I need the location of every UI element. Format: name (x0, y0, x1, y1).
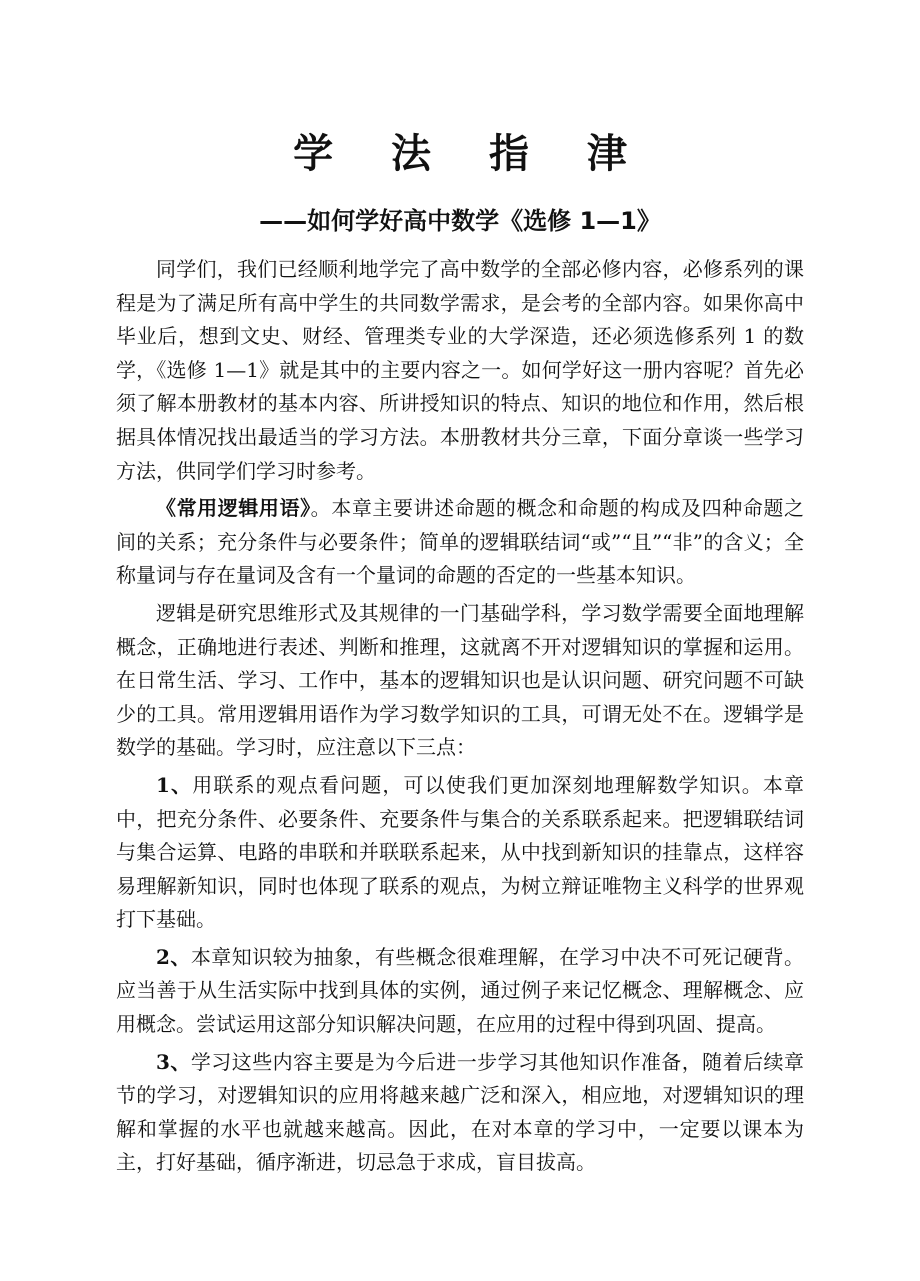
intro-paragraph (116, 253, 804, 488)
paragraph-text: 学习这些内容主要是为今后进一步学习其他知识作准备，随着后续章节的学习，对逻辑知识的应用将越来越广泛和深入，相应地，对逻辑知识的理解和掌握的水平也就越来越高。因此，在对本章的学习中，一定要以课本为主，打好基础，循序渐进，切忌急于求成，盲目拔高。 (116, 1049, 804, 1175)
point-number: 1、 (156, 772, 193, 797)
point-1-paragraph (116, 769, 804, 937)
point-number: 3、 (156, 1049, 191, 1074)
point-number: 2、 (156, 944, 191, 969)
document-body (116, 253, 804, 1180)
paragraph-text: 本章知识较为抽象，有些概念很难理解，在学习中决不可死记硬背。应当善于从生活实际中找到具体的实例，通过例子来记忆概念、理解概念、应用概念。尝试运用这部分知识解决问题，在应用的过程中得到巩固、提高。 (116, 944, 804, 1037)
page-subtitle: ——如何学好高中数学《选修 1—1》 (259, 207, 661, 235)
paragraph-text: 用联系的观点看问题，可以使我们更加深刻地理解数学知识。本章中，把充分条件、必要条件、充要条件与集合的关系联系起来。把逻辑联结词与集合运算、电路的串联和并联联系起来，从中找到新知识的挂靠点，这样容易理解新知识，同时也体现了联系的观点，为树立辩证唯物主义科学的世界观打下基础。 (116, 772, 805, 932)
paragraph-text: 同学们，我们已经顺利地学完了高中数学的全部必修内容，必修系列的课程是为了满足所有高中学生的共同数学需求，是会考的全部内容。如果你高中毕业后，想到文史、财经、管理类专业的大学深造，还必须选修系列 1 的数学，《选修 1—1》就是其中的主要内容之一。如何学好这一册内容呢？首先必须了解本册教材的基本内容、所讲授知识的特点、知识的地位和作用，然后根据具体情况找出最适当的学习方法。本册教材共分三章，下面分章谈一些学习方法，供同学们学习时参考。 (116, 257, 804, 483)
chapter-logic-paragraph (116, 492, 804, 593)
page-title: 学 法 指 津 (293, 131, 649, 177)
point-2-paragraph (116, 941, 804, 1042)
logic-overview-paragraph (116, 597, 804, 765)
chapter-title: 《常用逻辑用语》 (156, 496, 311, 521)
paragraph-text: 。本章主要讲述命题的概念和命题的构成及四种命题之间的关系；充分条件与必要条件；简单的逻辑联结词“或”“且”“非”的含义；全称量词与存在量词及含有一个量词的命题的否定的一些基本知识。 (116, 496, 805, 588)
paragraph-text: 逻辑是研究思维形式及其规律的一门基础学科，学习数学需要全面地理解概念，正确地进行表述、判断和推理，这就离不开对逻辑知识的掌握和运用。在日常生活、学习、工作中，基本的逻辑知识也是认识问题、研究问题不可缺少的工具。常用逻辑用语作为学习数学知识的工具，可谓无处不在。逻辑学是数学的基础。学习时，应注意以下三点： (116, 600, 804, 760)
point-3-paragraph (116, 1046, 804, 1180)
